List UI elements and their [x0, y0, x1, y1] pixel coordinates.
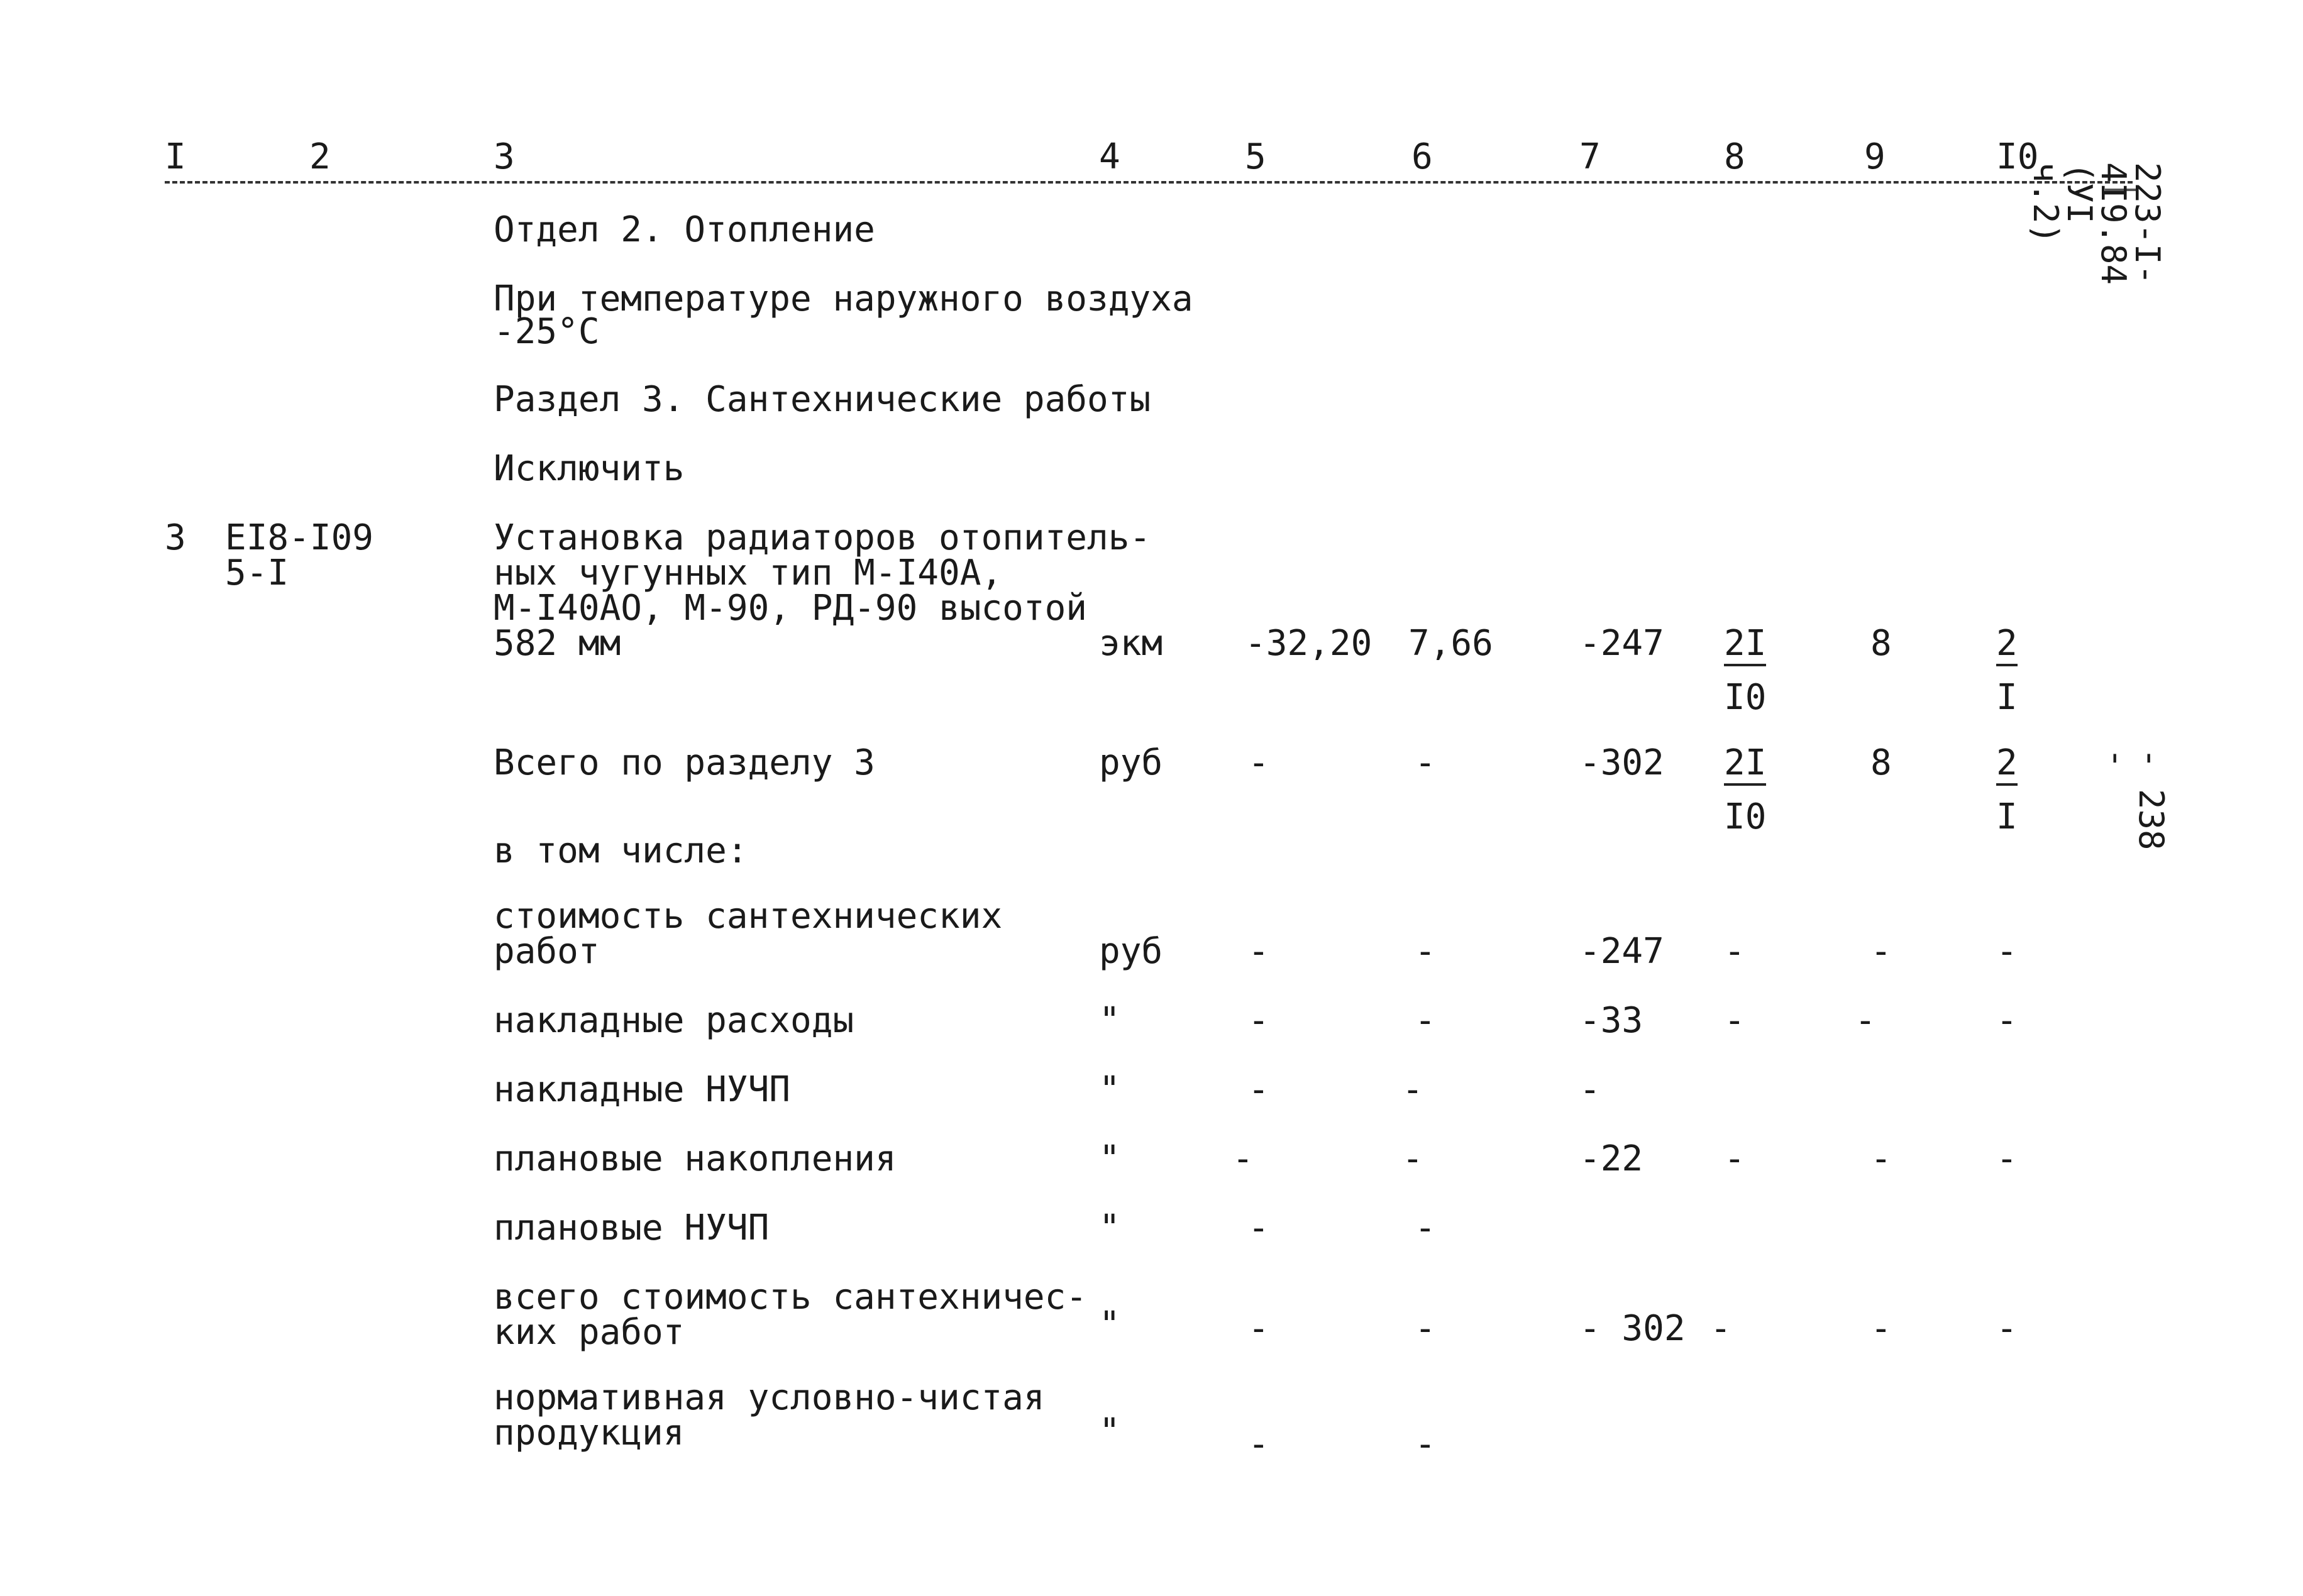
total-col7: -302 [1579, 742, 1664, 783]
item-col10-fraction [1996, 623, 2065, 718]
col-header-7: 7 [1579, 136, 1601, 177]
row-col8: - [1724, 1000, 1745, 1041]
row-col9: - [1870, 931, 1892, 972]
department-title: Отдел 2. Отопление [494, 209, 875, 250]
row-unit: " [1099, 1208, 1120, 1248]
row-col7: -33 [1579, 1000, 1643, 1041]
fraction-numerator: 2 [1996, 626, 2018, 666]
total-col8-fraction [1724, 742, 1793, 837]
row-label-line: ких работ [494, 1312, 685, 1353]
fraction-denominator: I [1996, 677, 2018, 718]
fraction-denominator: I [1996, 796, 2018, 837]
temperature-line-2: -25°С [494, 311, 600, 352]
row-col10: - [1996, 1138, 2018, 1179]
col-header-4: 4 [1099, 136, 1120, 177]
row-unit: " [1099, 1411, 1120, 1452]
item-col7: -247 [1579, 623, 1664, 664]
row-label: плановые накопления [494, 1138, 897, 1179]
row-unit: " [1099, 1138, 1120, 1179]
row-col8: - [1710, 1308, 1731, 1349]
document-code: 223-I-4I9.84 (УI ч.2) [2026, 162, 2167, 285]
row-col8: - [1724, 1138, 1745, 1179]
row-col6: - [1415, 1308, 1436, 1349]
row-col10: - [1996, 1000, 2018, 1041]
total-col5: - [1248, 742, 1269, 783]
total-col9: 8 [1870, 742, 1892, 783]
row-col9: - [1855, 1000, 1876, 1041]
row-col9: - [1870, 1308, 1892, 1349]
row-col5: - [1248, 1069, 1269, 1110]
total-col6: - [1415, 742, 1436, 783]
col-header-2: 2 [309, 136, 331, 177]
temperature-line-1: При температуре наружного воздуха [494, 278, 1193, 319]
item-code: EI8-I09 [225, 517, 374, 558]
row-label-line: продукция [494, 1412, 685, 1453]
item-col6: 7,66 [1408, 623, 1493, 664]
col-header-1: I [165, 136, 186, 177]
row-col5: - [1248, 1000, 1269, 1041]
fraction-numerator: 2I [1724, 746, 1766, 786]
row-col6: - [1415, 931, 1436, 972]
including-label: в том числе: [494, 830, 748, 871]
total-unit: руб [1099, 742, 1163, 783]
row-label-line: нормативная условно-чистая [494, 1377, 1045, 1418]
row-col6: - [1415, 1424, 1436, 1465]
row-unit: " [1099, 1069, 1120, 1110]
row-col7: -22 [1579, 1138, 1643, 1179]
fraction-numerator: 2I [1724, 626, 1766, 666]
total-col10-fraction [1996, 742, 2065, 837]
row-col5: - [1248, 1308, 1269, 1349]
fraction-denominator: I0 [1724, 677, 1767, 718]
row-col10: - [1996, 931, 2018, 972]
fraction-numerator: 2 [1996, 746, 2018, 786]
row-col8: - [1724, 931, 1745, 972]
item-col8-fraction [1724, 623, 1793, 718]
item-code-2: 5-I [225, 553, 289, 593]
col-header-6: 6 [1411, 136, 1433, 177]
fraction-denominator: I0 [1724, 796, 1767, 837]
row-label: плановые НУЧП [494, 1208, 770, 1248]
item-description [494, 517, 1151, 664]
row-unit: " [1099, 1304, 1120, 1345]
row-label-line: всего стоимость сантехничес- [494, 1277, 1088, 1318]
col-header-5: 5 [1245, 136, 1266, 177]
item-col9: 8 [1870, 623, 1892, 664]
item-description-line: ных чугунных тип М-I40А, [494, 553, 1003, 593]
item-description-line: 582 мм [494, 623, 621, 664]
row-col5: - [1248, 1424, 1269, 1465]
item-col5: -32,20 [1245, 623, 1372, 664]
header-divider [165, 181, 2133, 184]
row-col5: - [1248, 931, 1269, 972]
item-number: 3 [165, 517, 186, 558]
exclude-label: Исключить [494, 448, 685, 489]
total-label: Всего по разделу 3 [494, 742, 875, 783]
row-unit: " [1099, 1000, 1120, 1041]
item-description-line: М-I40АО, М-90, РД-90 высотой [494, 588, 1088, 629]
col-header-8: 8 [1724, 136, 1745, 177]
row-label-line: стоимость сантехнических [494, 896, 1003, 937]
row-col9: - [1870, 1138, 1892, 1179]
row-col7: - [1579, 1069, 1601, 1110]
row-label [494, 1277, 1088, 1353]
row-label [494, 1377, 1045, 1453]
row-col10: - [1996, 1308, 2018, 1349]
col-header-3: 3 [494, 136, 515, 177]
row-col6: - [1415, 1208, 1436, 1248]
page-number: - 238 - [2097, 748, 2171, 850]
section-title: Раздел 3. Сантехнические работы [494, 379, 1151, 420]
col-header-10: I0 [1996, 136, 2039, 177]
row-col6: - [1402, 1138, 1423, 1179]
row-col7: -247 [1579, 931, 1664, 972]
row-label [494, 896, 1003, 972]
row-label: накладные НУЧП [494, 1069, 791, 1110]
col-header-9: 9 [1864, 136, 1886, 177]
item-unit: экм [1099, 623, 1163, 664]
row-col5: - [1248, 1208, 1269, 1248]
row-unit: руб [1099, 931, 1163, 972]
item-description-line: Установка радиаторов отопитель- [494, 517, 1151, 558]
row-col7: - 302 [1579, 1308, 1686, 1349]
row-label-line: работ [494, 931, 600, 972]
row-col5: - [1232, 1138, 1254, 1179]
row-col6: - [1402, 1069, 1423, 1110]
row-col6: - [1415, 1000, 1436, 1041]
row-label: накладные расходы [494, 1000, 854, 1041]
